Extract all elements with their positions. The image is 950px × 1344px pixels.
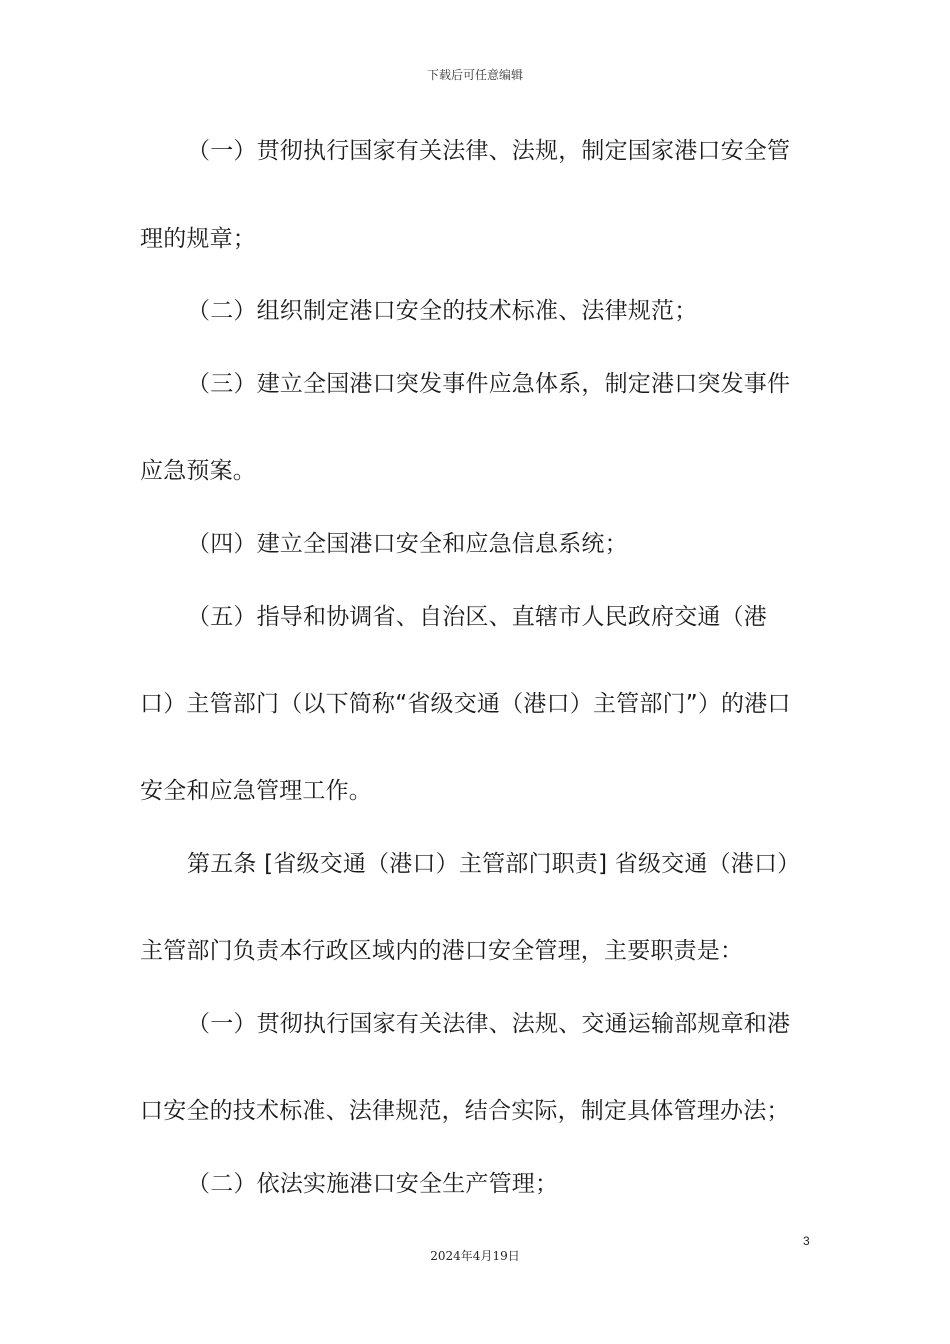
- body-line-1: （一）贯彻执行国家有关法律、法规，制定国家港口安全管: [187, 138, 791, 164]
- body-line-7: （五）指导和协调省、自治区、直辖市人民政府交通（港: [187, 604, 767, 630]
- body-line-12: （一）贯彻执行国家有关法律、法规、交通运输部规章和港: [187, 1011, 791, 1037]
- footer-date: 2024年4月19日: [430, 1249, 520, 1263]
- body-line-4: （三）建立全国港口突发事件应急体系，制定港口突发事件: [187, 371, 791, 397]
- body-line-11: 主管部门负责本行政区域内的港口安全管理，主要职责是：: [140, 938, 744, 964]
- body-line-9: 安全和应急管理工作。: [140, 778, 372, 804]
- body-line-8: 口）主管部门（以下简称“省级交通（港口）主管部门”）的港口: [140, 691, 791, 717]
- body-line-14: （二）依法实施港口安全生产管理；: [187, 1171, 559, 1197]
- page-header: 下载后可任意编辑: [426, 68, 523, 82]
- body-line-6: （四）建立全国港口安全和应急信息系统；: [187, 531, 628, 557]
- page-number: 3: [803, 1234, 810, 1248]
- body-line-3: （二）组织制定港口安全的技术标准、法律规范；: [187, 298, 698, 324]
- body-line-2: 理的规章；: [140, 226, 256, 252]
- body-line-5: 应急预案。: [140, 458, 256, 484]
- body-line-13: 口安全的技术标准、法律规范，结合实际，制定具体管理办法；: [140, 1098, 790, 1124]
- body-line-10: 第五条 [省级交通（港口）主管部门职责] 省级交通（港口）: [187, 851, 801, 877]
